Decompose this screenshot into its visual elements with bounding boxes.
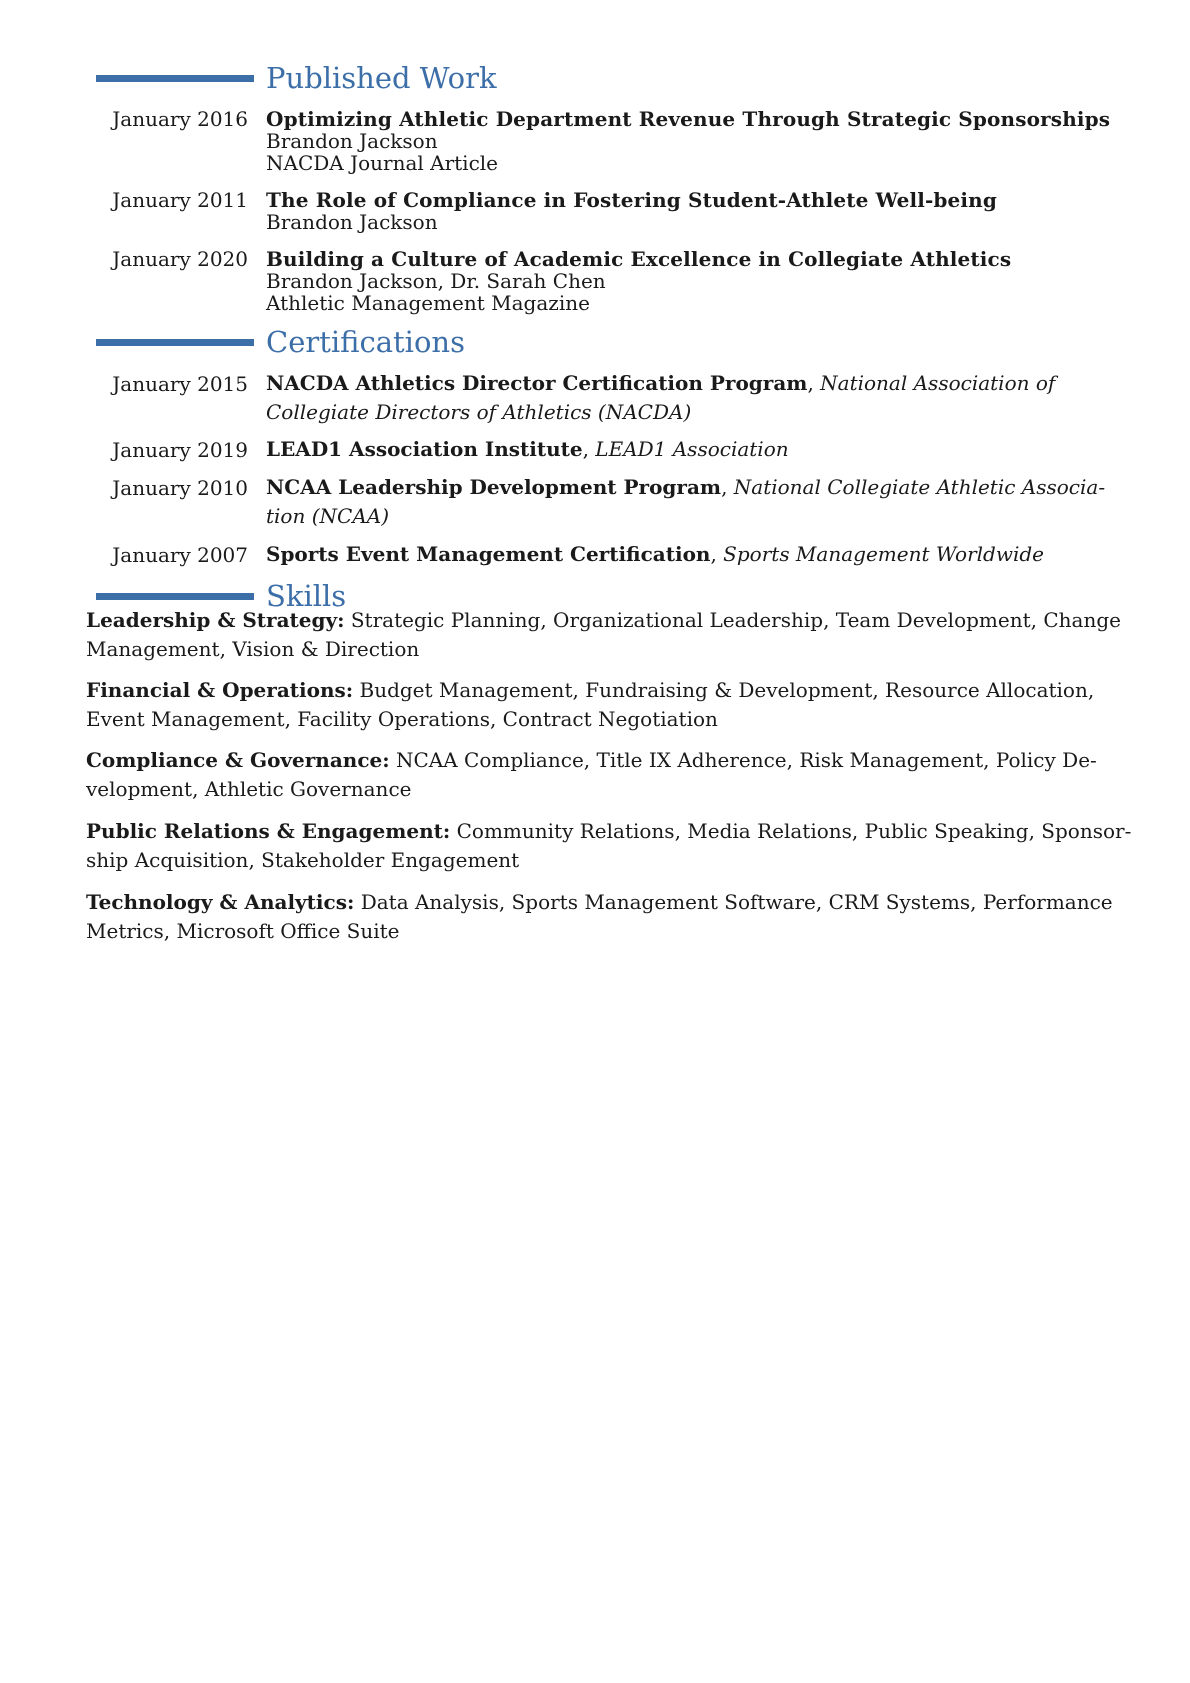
skill-category: Technology & Analytics:: [86, 890, 355, 914]
publication-authors: Brandon Jackson: [266, 210, 438, 234]
skill-line: [86, 746, 1096, 775]
certification-line: [266, 540, 1096, 569]
entry-date: January 2019: [112, 438, 248, 462]
skill-list: Budget Management, Fundraising & Development, Resource Allocation,: [353, 678, 1095, 702]
skill-line: [86, 888, 1113, 917]
entry-date: January 2011: [112, 188, 248, 212]
section-title: Certifications: [266, 325, 465, 359]
certification-organization: Sports Management Worldwide: [723, 542, 1045, 566]
skill-list: Community Relations, Media Relations, Public Speaking, Sponsor-: [450, 819, 1132, 843]
section-title: Skills: [266, 579, 347, 613]
certification-line: [266, 473, 1106, 502]
skill-group: [86, 606, 1121, 664]
skill-list: NCAA Compliance, Title IX Adherence, Risk Management, Policy De-: [389, 748, 1097, 772]
entry-body: [266, 369, 1096, 427]
skill-group: [86, 746, 1096, 804]
skill-group: [86, 676, 1096, 734]
certification-name: NACDA Athletics Director Certification Program: [266, 371, 808, 395]
certification-organization: National Collegiate Athletic Associa-: [733, 475, 1106, 499]
section-rule: [96, 593, 254, 600]
publication-venue: NACDA Journal Article: [266, 151, 499, 175]
entry-body: [266, 107, 1111, 175]
skill-list: Data Analysis, Sports Management Software, CRM Systems, Performance: [354, 890, 1113, 914]
entry-body: [266, 248, 1096, 314]
certification-line: [266, 435, 1096, 464]
entry-body: [266, 473, 1106, 531]
section-rule: [96, 75, 254, 82]
certification-name: LEAD1 Association Institute: [266, 437, 583, 461]
entry-body: [266, 435, 1096, 464]
skill-group: [86, 888, 1113, 946]
skill-list-continued: ship Acquisition, Stakeholder Engagement: [86, 848, 520, 872]
skill-category: Leadership & Strategy:: [86, 608, 345, 632]
skill-group: [86, 817, 1132, 875]
skill-list-continued: Management, Vision & Direction: [86, 637, 420, 661]
skill-line: [86, 817, 1132, 846]
certification-organization-continued: tion (NCAA): [266, 504, 390, 528]
publication-title: Optimizing Athletic Department Revenue Through Strategic Sponsorships: [266, 107, 1111, 131]
publication-venue: Athletic Management Magazine: [266, 291, 590, 315]
certification-name: Sports Event Management Certification: [266, 542, 711, 566]
separator: ,: [721, 475, 734, 499]
publication-title: The Role of Compliance in Fostering Student-Athlete Well-being: [266, 188, 998, 212]
skill-list-continued: velopment, Athletic Governance: [86, 777, 412, 801]
entry-date: January 2007: [112, 543, 248, 567]
separator: ,: [582, 437, 596, 461]
section-title: Published Work: [266, 61, 497, 95]
separator: ,: [710, 542, 724, 566]
separator: ,: [807, 371, 821, 395]
certification-name: NCAA Leadership Development Program: [266, 475, 722, 499]
skill-line: [86, 676, 1096, 705]
certification-organization: National Association of: [820, 371, 1056, 395]
publication-authors: Brandon Jackson, Dr. Sarah Chen: [266, 269, 606, 293]
publication-authors: Brandon Jackson: [266, 129, 438, 153]
entry-date: January 2020: [112, 247, 248, 271]
section-rule: [96, 339, 254, 346]
skill-category: Financial & Operations:: [86, 678, 354, 702]
section-header-published-work: [96, 60, 1096, 96]
publication-title: Building a Culture of Academic Excellence in Collegiate Athletics: [266, 247, 1012, 271]
skill-category: Compliance & Governance:: [86, 748, 390, 772]
entry-body: [266, 189, 1096, 233]
entry-date: January 2010: [112, 476, 248, 500]
certification-organization: LEAD1 Association: [595, 437, 789, 461]
entry-date: January 2016: [112, 107, 248, 131]
certification-organization-continued: Collegiate Directors of Athletics (NACDA): [266, 400, 692, 424]
skill-list: Strategic Planning, Organizational Leadership, Team Development, Change: [344, 608, 1121, 632]
skill-list-continued: Event Management, Facility Operations, Contract Negotiation: [86, 707, 718, 731]
skill-list-continued: Metrics, Microsoft Office Suite: [86, 919, 400, 943]
section-header-certifications: [96, 324, 1096, 360]
skill-line: [86, 606, 1121, 635]
entry-body: [266, 540, 1096, 569]
skill-category: Public Relations & Engagement:: [86, 819, 451, 843]
certification-line: [266, 369, 1096, 398]
entry-date: January 2015: [112, 372, 248, 396]
